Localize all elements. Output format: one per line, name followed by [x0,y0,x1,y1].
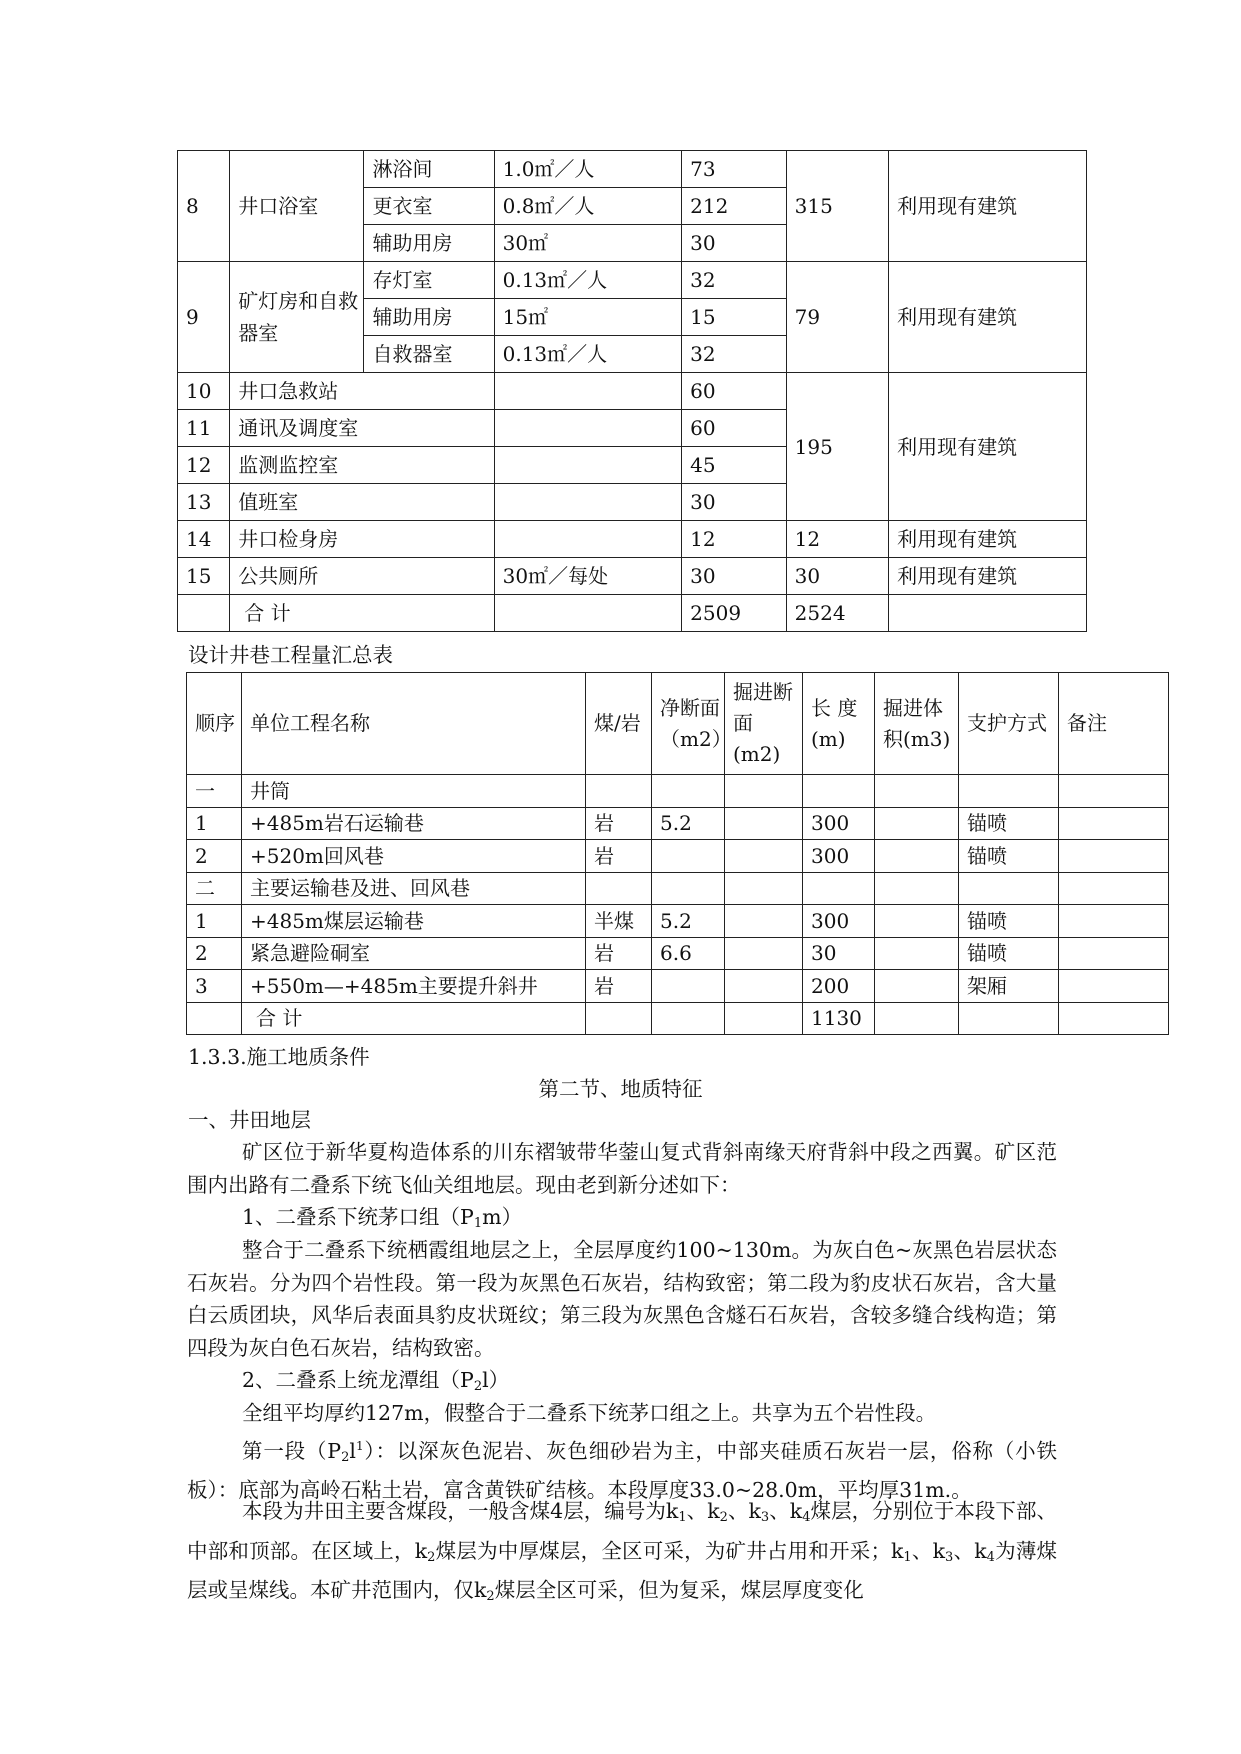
table-row [187,970,1169,1003]
section-title: 第二节、地质特征 [538,1077,703,1101]
row-name: 监测监控室 [230,447,494,484]
area: 12 [682,521,787,558]
table-cell: 300 [803,840,875,873]
row-no: 8 [178,151,230,262]
row-name: 通讯及调度室 [230,410,494,447]
table-cell: 30 [803,937,875,970]
table-cell: 300 [803,905,875,938]
header-cell: 掘进体积(m3) [875,673,959,775]
row-name: 公共厕所 [230,558,494,595]
table-cell [1059,937,1169,970]
standard [494,410,682,447]
table-cell [652,1002,725,1035]
table-row [178,558,1087,595]
paragraph-longtan: 全组平均厚约127m，假整合于二叠系下统茅口组之上。共享为五个岩性段。 [242,1401,937,1425]
header-cell: 掘进断面(m2) [725,673,803,775]
subsection-heading: 1.3.3.施工地质条件 [188,1045,370,1069]
sub-item: 淋浴间 [364,151,494,188]
standard [494,373,682,410]
row-no: 10 [178,373,230,410]
table2-title: 设计井巷工程量汇总表 [188,643,393,667]
standard [494,447,682,484]
table-row [178,151,1087,188]
table-cell [959,1002,1059,1035]
standard: 30㎡ [494,225,682,262]
table-cell [725,905,803,938]
standard [494,521,682,558]
table-cell: 2 [187,937,242,970]
area: 60 [682,373,787,410]
paragraph-maokou: 整合于二叠系下统栖霞组地层之上，全层厚度约100~130m。为灰白色~灰黑色岩层状态石灰岩。分为四个岩性段。第一段为灰黑色石灰岩，结构致密；第二段为豹皮状石灰岩，含大量白云质团块，风华后表面具豹皮状斑纹；第三段为灰黑色含燧石石灰岩，含较多缝合线构造；第四段为灰白色石灰岩，结构致密。 [187,1238,1057,1360]
header-cell: 煤/岩 [586,673,652,775]
table-cell [875,937,959,970]
table-cell: 井筒 [242,775,586,808]
table-cell: 二 [187,872,242,905]
note: 利用现有建筑 [889,373,1087,521]
note: 利用现有建筑 [889,262,1087,373]
table-cell [725,775,803,808]
header-cell: 顺序 [187,673,242,775]
table-cell: 架厢 [959,970,1059,1003]
area: 30 [682,484,787,521]
table-cell: 合 计 [242,1002,586,1035]
table-cell: 锚喷 [959,937,1059,970]
table-cell [725,970,803,1003]
header-cell: 净断面（m2） [652,673,725,775]
total: 195 [786,373,888,521]
standard: 15㎡ [494,299,682,336]
table-cell: 半煤 [586,905,652,938]
total: 12 [786,521,888,558]
area: 30 [682,558,787,595]
table-cell [803,872,875,905]
table-cell: 紧急避险硐室 [242,937,586,970]
table-cell [875,1002,959,1035]
table-header-row [187,673,1169,775]
table-cell [1059,775,1169,808]
table-row [187,905,1169,938]
row-no: 9 [178,262,230,373]
table-cell [1059,1002,1169,1035]
table-cell: 2 [187,840,242,873]
table-row [178,521,1087,558]
table-row [187,807,1169,840]
area: 15 [682,299,787,336]
standard: 1.0㎡／人 [494,151,682,188]
table-cell [725,872,803,905]
subheading-maokou: 1、二叠系下统茅口组$(P_1m)$ [242,1205,523,1231]
area: 60 [682,410,787,447]
area: 212 [682,188,787,225]
total: 315 [786,151,888,262]
table-cell: +520m回风巷 [242,840,586,873]
header-cell: 支护方式 [959,673,1059,775]
header-cell: 备注 [1059,673,1169,775]
table-cell: 主要运输巷及进、回风巷 [242,872,586,905]
note: 利用现有建筑 [889,558,1087,595]
table-cell [1059,807,1169,840]
table-cell [1059,840,1169,873]
row-name: 井口浴室 [230,151,364,262]
table-cell: 锚喷 [959,905,1059,938]
table-cell [725,937,803,970]
table-cell: 岩 [586,807,652,840]
header-cell: 单位工程名称 [242,673,586,775]
table-cell: 岩 [586,937,652,970]
row-no: 11 [178,410,230,447]
table-cell [586,1002,652,1035]
area: 32 [682,336,787,373]
table-row [187,872,1169,905]
row-name: 矿灯房和自救器室 [230,262,364,373]
table-cell: +485m煤层运输巷 [242,905,586,938]
table-cell: 5.2 [652,905,725,938]
row-name: 值班室 [230,484,494,521]
table-cell [652,775,725,808]
area: 32 [682,262,787,299]
row-no: 13 [178,484,230,521]
standard [494,484,682,521]
facility-table [177,150,1087,632]
table-cell [1059,970,1169,1003]
note: 利用现有建筑 [889,521,1087,558]
paragraph-coal-seams: 本段为井田主要含煤段，一般含煤4层，编号为$k_1$、$k_2$、$k_3$、$k_4$煤层，分别位于本段下部、中部和顶部。在区域上，$k_2$煤层为中厚煤层，全区可采，为矿井占用和开采；$k_1$、$k_3$、$k_4$为薄煤层或呈煤线。本矿井范围内，仅$k_2$煤层全区可采，但为复采，煤层厚度变化 [187,1499,1058,1604]
sum-area: 2509 [682,595,787,632]
area: 30 [682,225,787,262]
sub-item: 辅助用房 [364,225,494,262]
table-row [187,840,1169,873]
table-cell: 岩 [586,840,652,873]
table-cell [586,775,652,808]
sum-total: 2524 [786,595,888,632]
table-cell [187,1002,242,1035]
sub-item: 自救器室 [364,336,494,373]
total: 30 [786,558,888,595]
row-no: 14 [178,521,230,558]
table-row [187,775,1169,808]
table-cell: 1 [187,807,242,840]
note: 利用现有建筑 [889,151,1087,262]
row-no: 12 [178,447,230,484]
sum-label: 合 计 [230,595,494,632]
standard [494,595,682,632]
table-cell [725,840,803,873]
header-cell: 长 度(m) [803,673,875,775]
standard: 0.13㎡／人 [494,262,682,299]
table-cell [875,807,959,840]
table-cell: +550m—+485m主要提升斜井 [242,970,586,1003]
table-cell [875,775,959,808]
table-cell: 5.2 [652,807,725,840]
table-cell: 3 [187,970,242,1003]
table-cell [725,807,803,840]
table-cell: 200 [803,970,875,1003]
table-cell [875,970,959,1003]
table-cell [1059,872,1169,905]
heading-strata: 一、井田地层 [188,1108,311,1132]
table-cell [652,840,725,873]
standard: 0.13㎡／人 [494,336,682,373]
sub-item: 存灯室 [364,262,494,299]
table-cell: 1130 [803,1002,875,1035]
paragraph-segment1: 第一段$(P_2l^1)$：以深灰色泥岩、灰色细砂岩为主，中部夹硅质石灰岩一层，俗称（小铁板）：底部为高岭石粘土岩，富含黄铁矿结核。本段厚度33.0~28.0m，平均厚31m.。 [187,1438,1058,1503]
area: 73 [682,151,787,188]
table-cell [875,840,959,873]
table-cell: 锚喷 [959,807,1059,840]
total: 79 [786,262,888,373]
table-cell: 一 [187,775,242,808]
table-cell: 1 [187,905,242,938]
table-row [178,262,1087,299]
table-cell [652,872,725,905]
table-cell [959,775,1059,808]
row-no: 15 [178,558,230,595]
subheading-longtan: 2、二叠系上统龙潭组$(P_2l)$ [242,1368,510,1394]
table-row [187,1002,1169,1035]
standard: 0.8㎡／人 [494,188,682,225]
sub-item: 辅助用房 [364,299,494,336]
table-cell: 锚喷 [959,840,1059,873]
table-cell [875,872,959,905]
table-cell [725,1002,803,1035]
table-cell [586,872,652,905]
row-no [178,595,230,632]
table-cell [652,970,725,1003]
table-cell: +485m岩石运输巷 [242,807,586,840]
table-row [178,595,1087,632]
table-row [187,937,1169,970]
table-cell [875,905,959,938]
standard: 30㎡／每处 [494,558,682,595]
paragraph-intro: 矿区位于新华夏构造体系的川东褶皱带华蓥山复式背斜南缘天府背斜中段之西翼。矿区范围内出路有二叠系下统飞仙关组地层。现由老到新分述如下： [187,1140,1057,1197]
table-cell: 岩 [586,970,652,1003]
table-cell [1059,905,1169,938]
table-cell: 300 [803,807,875,840]
table-cell: 6.6 [652,937,725,970]
table-cell [959,872,1059,905]
sub-item: 更衣室 [364,188,494,225]
note [889,595,1087,632]
tunnel-works-table [186,672,1169,1035]
table-row [178,373,1087,410]
row-name: 井口检身房 [230,521,494,558]
table-cell [803,775,875,808]
row-name: 井口急救站 [230,373,494,410]
area: 45 [682,447,787,484]
